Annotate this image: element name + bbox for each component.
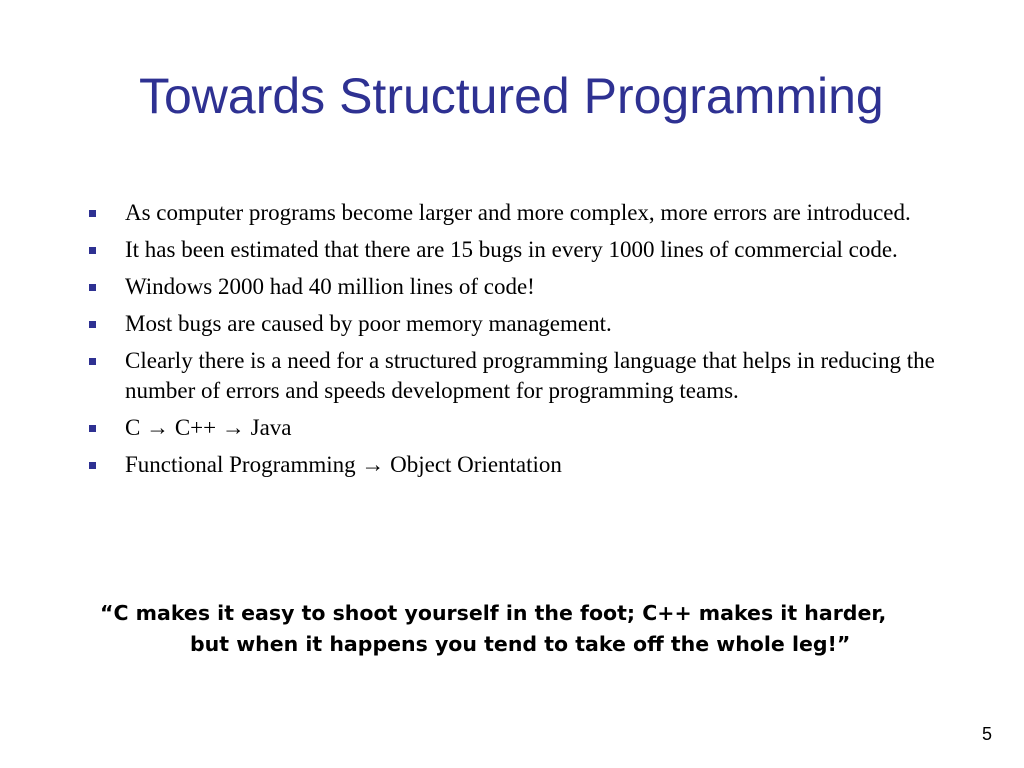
bullet-item [85, 413, 990, 443]
bullet-text: Clearly there is a need for a structured programming language that helps in reducing the number of errors and speeds development for programming teams. [125, 348, 935, 403]
square-bullet-icon [89, 210, 96, 217]
bullet-text: Most bugs are caused by poor memory management. [125, 311, 612, 336]
bullet-text: C → C++ → Java [125, 415, 292, 440]
bullet-item [85, 450, 990, 480]
bullet-text: As computer programs become larger and more complex, more errors are introduced. [125, 200, 911, 225]
square-bullet-icon [89, 247, 96, 254]
square-bullet-icon [89, 284, 96, 291]
square-bullet-icon [89, 425, 96, 432]
square-bullet-icon [89, 321, 96, 328]
bullet-item [85, 346, 990, 406]
page-number: 5 [981, 724, 992, 744]
quote-line-2: but when it happens you tend to take off the whole leg!” [190, 632, 851, 656]
quote [100, 598, 990, 660]
quote-line-1: “C makes it easy to shoot yourself in the foot; C++ makes it harder, [100, 601, 887, 625]
bullet-text: It has been estimated that there are 15 bugs in every 1000 lines of commercial code. [125, 237, 898, 262]
bullet-list [85, 198, 990, 487]
bullet-item [85, 272, 990, 302]
square-bullet-icon [89, 358, 96, 365]
bullet-text: Windows 2000 had 40 million lines of code! [125, 274, 535, 299]
slide-title: Towards Structured Programming [139, 68, 884, 124]
bullet-item [85, 235, 990, 265]
square-bullet-icon [89, 462, 96, 469]
bullet-item [85, 309, 990, 339]
bullet-text: Functional Programming → Object Orientation [125, 452, 562, 477]
bullet-item [85, 198, 990, 228]
